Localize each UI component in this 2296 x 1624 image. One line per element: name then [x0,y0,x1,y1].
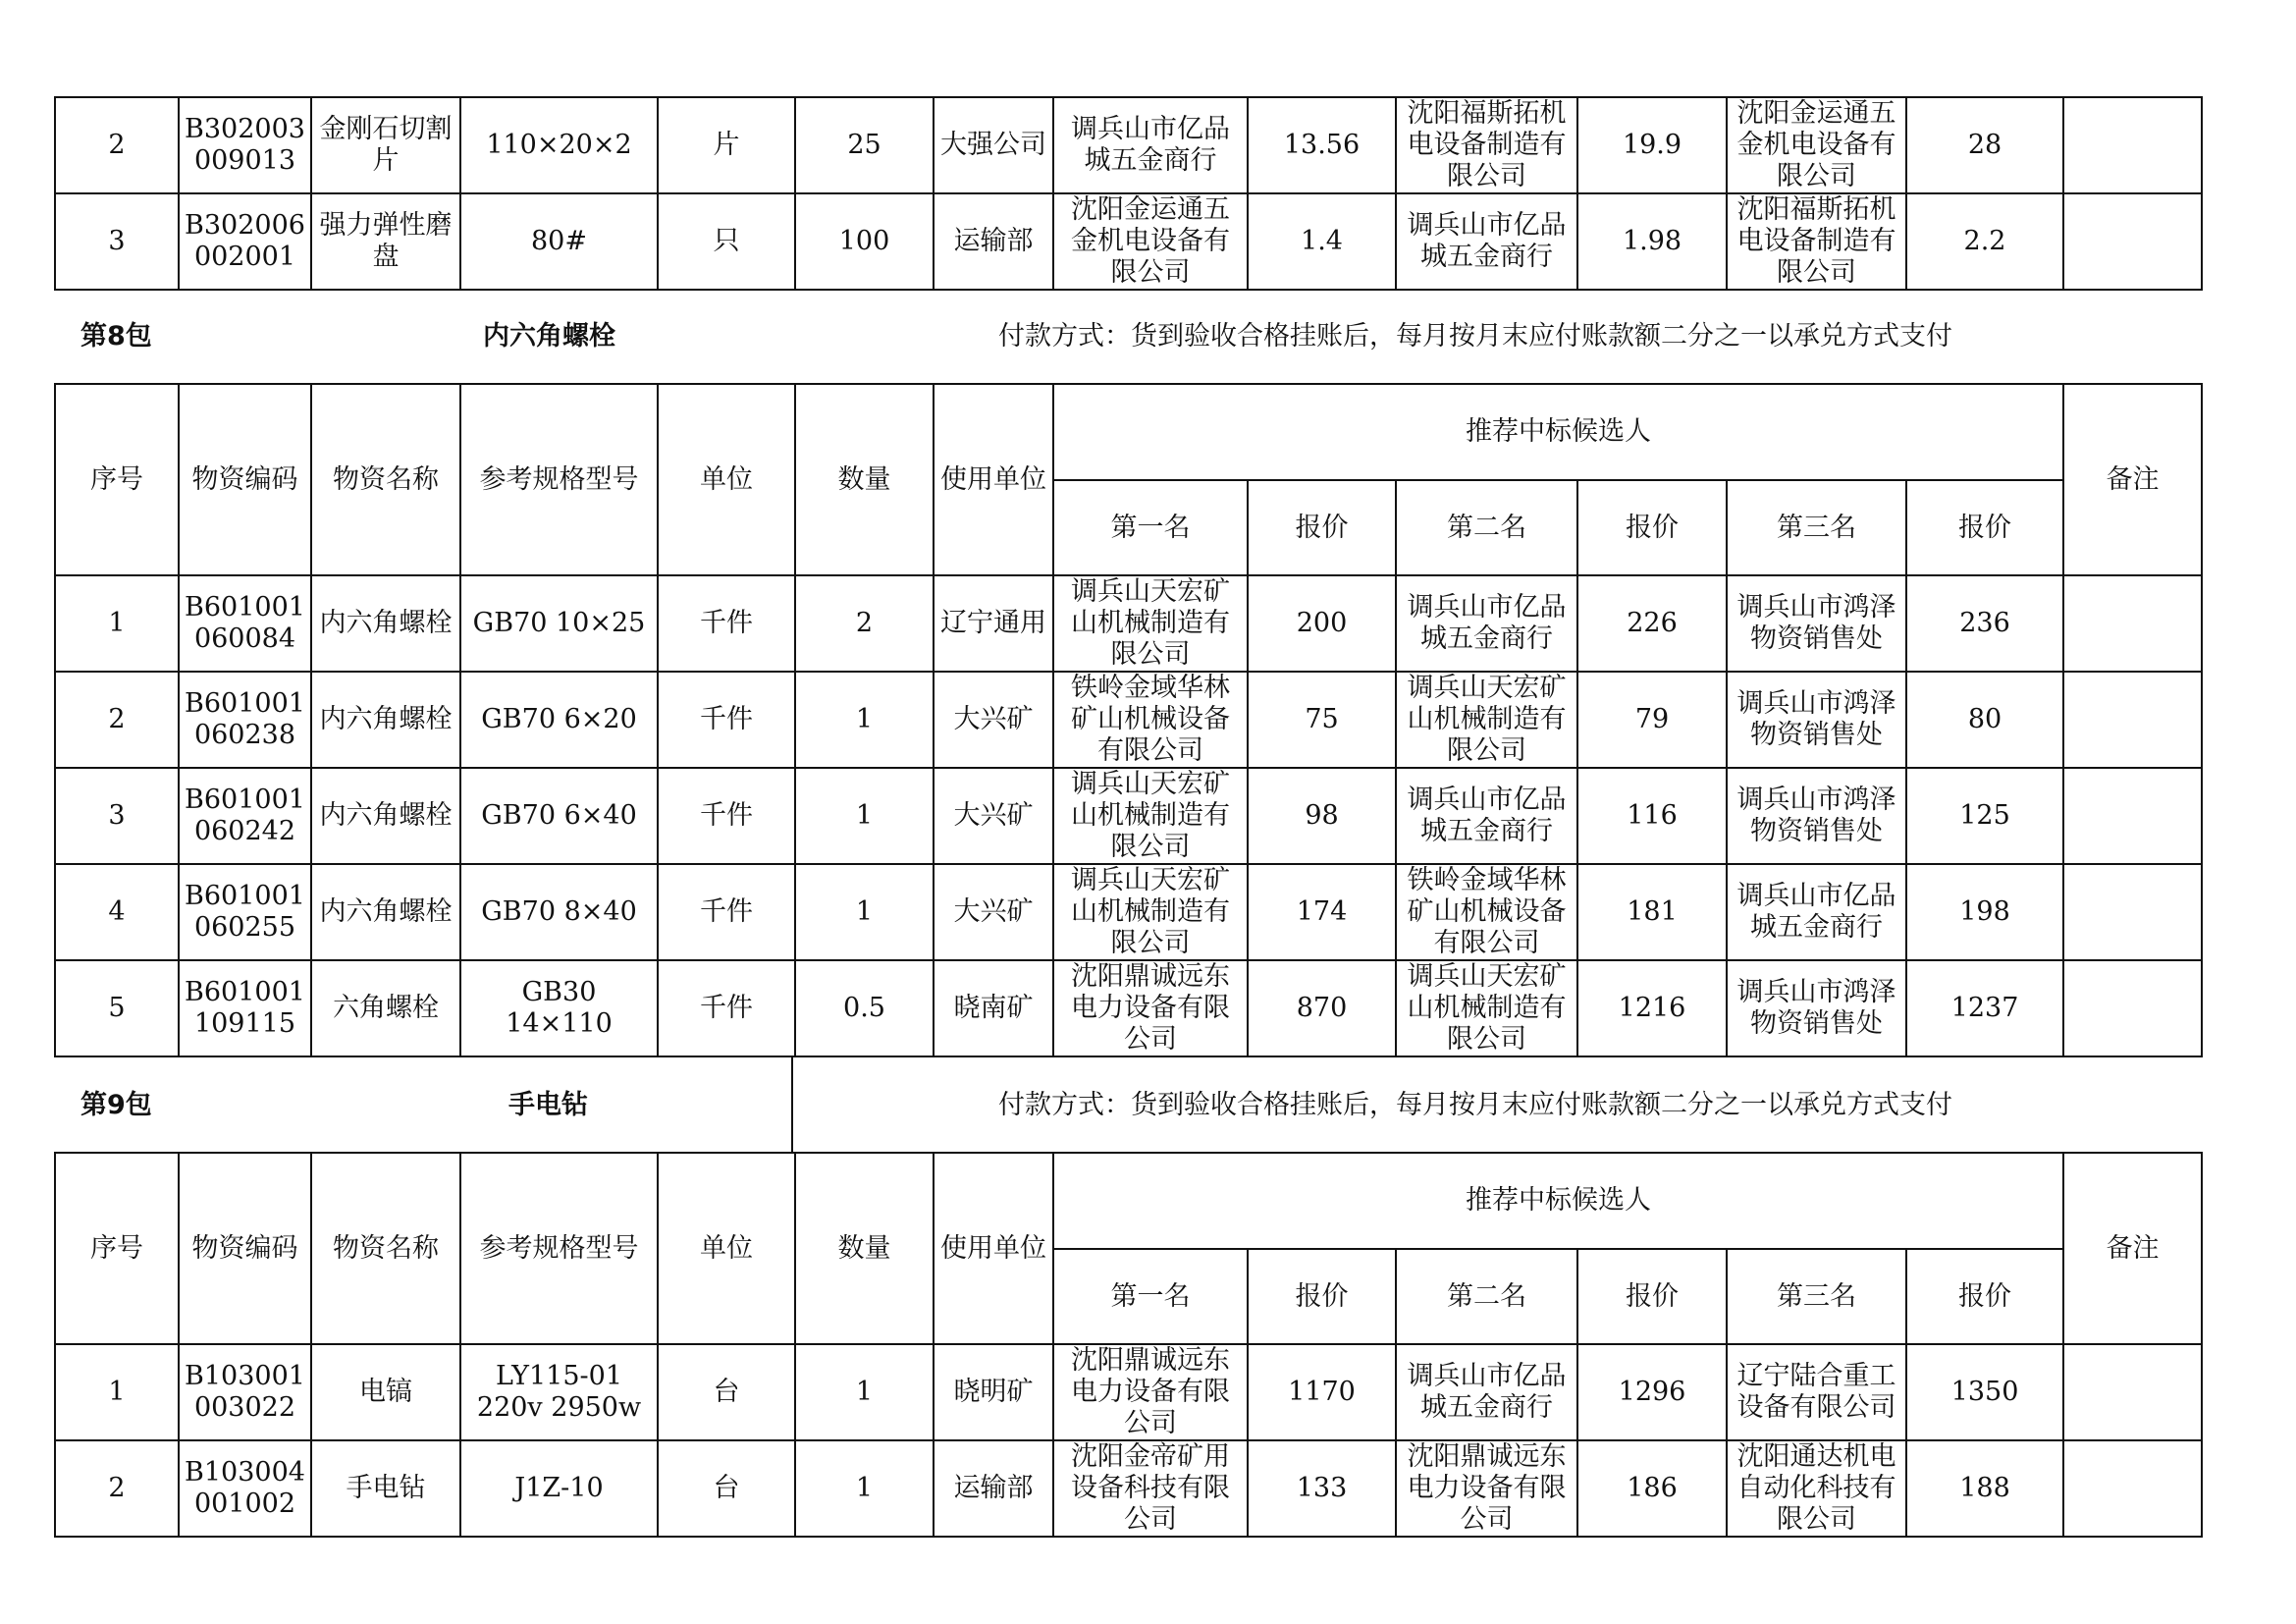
row-spec: 110×20×2 [460,97,658,193]
row-qty: 1 [795,672,934,768]
row-name: 内六角螺栓 [311,864,460,960]
row-name: 内六角螺栓 [311,768,460,864]
row-qty: 25 [795,97,934,193]
row-name: 手电钻 [311,1440,460,1537]
row-qty: 1 [795,1440,934,1537]
row-user: 大兴矿 [934,768,1053,864]
row-second-candidate: 调兵山天宏矿山机械制造有限公司 [1396,672,1577,768]
col-user: 使用单位 [934,384,1053,575]
row-unit: 千件 [658,960,795,1056]
row-first-price: 174 [1248,864,1396,960]
col-price-3: 报价 [1906,1249,2063,1344]
row-user: 运输部 [934,1440,1053,1537]
col-price-2: 报价 [1577,480,1727,575]
col-spec: 参考规格型号 [460,384,658,575]
table-row [55,97,2202,193]
row-third-price: 198 [1906,864,2063,960]
row-third-price: 28 [1906,97,2063,193]
row-spec: 80# [460,193,658,290]
row-first-candidate: 调兵山天宏矿山机械制造有限公司 [1053,575,1248,672]
row-third-price: 80 [1906,672,2063,768]
row-second-price: 1.98 [1577,193,1727,290]
row-name: 六角螺栓 [311,960,460,1056]
row-unit: 片 [658,97,795,193]
row-third-candidate: 沈阳福斯拓机电设备制造有限公司 [1727,193,1906,290]
row-second-price: 116 [1577,768,1727,864]
package-9-label: 第9包 [80,1090,152,1120]
col-name: 物资名称 [311,1153,460,1344]
row-second-price: 181 [1577,864,1727,960]
row-unit: 台 [658,1440,795,1537]
row-third-candidate: 沈阳通达机电自动化科技有限公司 [1727,1440,1906,1537]
row-seq: 2 [55,672,179,768]
row-seq: 3 [55,193,179,290]
col-qty: 数量 [795,1153,934,1344]
table-row [55,1344,2202,1440]
row-code: B103001003022 [179,1344,311,1440]
col-price-3: 报价 [1906,480,2063,575]
row-qty: 0.5 [795,960,934,1056]
row-unit: 千件 [658,575,795,672]
row-remark [2063,97,2202,193]
row-remark [2063,575,2202,672]
row-third-price: 1237 [1906,960,2063,1056]
row-third-price: 236 [1906,575,2063,672]
table-row [55,672,2202,768]
col-remark: 备注 [2063,1153,2202,1344]
row-second-candidate: 铁岭金域华林矿山机械设备有限公司 [1396,864,1577,960]
package-8-payment: 付款方式：货到验收合格挂账后，每月按月末应付账款额二分之一以承兑方式支付 [998,321,1952,352]
row-third-candidate: 沈阳金运通五金机电设备有限公司 [1727,97,1906,193]
row-remark [2063,864,2202,960]
row-first-candidate: 沈阳金运通五金机电设备有限公司 [1053,193,1248,290]
col-price-1: 报价 [1248,1249,1396,1344]
package-9-title: 手电钻 [508,1090,588,1120]
col-code: 物资编码 [179,1153,311,1344]
row-second-price: 79 [1577,672,1727,768]
row-seq: 3 [55,768,179,864]
row-first-candidate: 铁岭金域华林矿山机械设备有限公司 [1053,672,1248,768]
row-second-candidate: 调兵山市亿品城五金商行 [1396,1344,1577,1440]
row-second-price: 226 [1577,575,1727,672]
row-second-price: 19.9 [1577,97,1727,193]
col-candidates: 推荐中标候选人 [1053,384,2063,480]
table-row [55,575,2202,672]
row-spec: GB70 6×20 [460,672,658,768]
table-row [55,864,2202,960]
row-remark [2063,672,2202,768]
row-first-price: 870 [1248,960,1396,1056]
row-first-price: 98 [1248,768,1396,864]
row-seq: 4 [55,864,179,960]
col-code: 物资编码 [179,384,311,575]
divider [791,1057,793,1153]
col-spec: 参考规格型号 [460,1153,658,1344]
col-third: 第三名 [1727,1249,1906,1344]
row-second-candidate: 调兵山市亿品城五金商行 [1396,768,1577,864]
row-first-candidate: 调兵山天宏矿山机械制造有限公司 [1053,864,1248,960]
row-seq: 2 [55,1440,179,1537]
row-third-price: 1350 [1906,1344,2063,1440]
col-first: 第一名 [1053,1249,1248,1344]
col-qty: 数量 [795,384,934,575]
row-third-candidate: 调兵山市鸿泽物资销售处 [1727,672,1906,768]
row-third-candidate: 辽宁陆合重工设备有限公司 [1727,1344,1906,1440]
table-row [55,768,2202,864]
col-price-2: 报价 [1577,1249,1727,1344]
row-third-candidate: 调兵山市鸿泽物资销售处 [1727,575,1906,672]
top-table [54,96,2203,291]
row-qty: 100 [795,193,934,290]
row-unit: 千件 [658,864,795,960]
row-first-price: 200 [1248,575,1396,672]
row-remark [2063,768,2202,864]
row-spec: LY115-01 220v 2950w [460,1344,658,1440]
row-code: B601001109115 [179,960,311,1056]
row-unit: 台 [658,1344,795,1440]
row-user: 晓明矿 [934,1344,1053,1440]
col-candidates: 推荐中标候选人 [1053,1153,2063,1249]
row-second-price: 1216 [1577,960,1727,1056]
table-row [55,193,2202,290]
row-third-price: 2.2 [1906,193,2063,290]
row-unit: 千件 [658,768,795,864]
row-first-candidate: 沈阳鼎诚远东电力设备有限公司 [1053,1344,1248,1440]
row-first-candidate: 沈阳金帝矿用设备科技有限公司 [1053,1440,1248,1537]
row-qty: 1 [795,1344,934,1440]
row-seq: 1 [55,1344,179,1440]
col-user: 使用单位 [934,1153,1053,1344]
col-unit: 单位 [658,384,795,575]
table-row [55,960,2202,1056]
row-code: B601001060242 [179,768,311,864]
row-name: 电镐 [311,1344,460,1440]
row-code: B302006002001 [179,193,311,290]
col-seq: 序号 [55,384,179,575]
row-code: B601001060255 [179,864,311,960]
row-spec: GB70 10×25 [460,575,658,672]
row-seq: 1 [55,575,179,672]
col-seq: 序号 [55,1153,179,1344]
row-spec: GB30 14×110 [460,960,658,1056]
row-remark [2063,960,2202,1056]
row-remark [2063,1440,2202,1537]
row-first-candidate: 沈阳鼎诚远东电力设备有限公司 [1053,960,1248,1056]
row-user: 大兴矿 [934,864,1053,960]
row-second-price: 186 [1577,1440,1727,1537]
row-remark [2063,1344,2202,1440]
col-third: 第三名 [1727,480,1906,575]
row-second-candidate: 调兵山天宏矿山机械制造有限公司 [1396,960,1577,1056]
row-third-candidate: 调兵山市鸿泽物资销售处 [1727,768,1906,864]
row-third-candidate: 调兵山市鸿泽物资销售处 [1727,960,1906,1056]
row-name: 强力弹性磨盘 [311,193,460,290]
row-qty: 1 [795,768,934,864]
row-user: 辽宁通用 [934,575,1053,672]
row-code: B103004001002 [179,1440,311,1537]
row-seq: 5 [55,960,179,1056]
row-third-price: 125 [1906,768,2063,864]
col-unit: 单位 [658,1153,795,1344]
package-9-payment: 付款方式：货到验收合格挂账后，每月按月末应付账款额二分之一以承兑方式支付 [998,1090,1952,1120]
row-code: B601001060238 [179,672,311,768]
row-second-candidate: 沈阳福斯拓机电设备制造有限公司 [1396,97,1577,193]
row-spec: GB70 6×40 [460,768,658,864]
row-second-price: 1296 [1577,1344,1727,1440]
package-8-label: 第8包 [80,321,152,352]
row-second-candidate: 调兵山市亿品城五金商行 [1396,193,1577,290]
row-first-price: 133 [1248,1440,1396,1537]
row-user: 晓南矿 [934,960,1053,1056]
row-first-price: 1.4 [1248,193,1396,290]
row-first-price: 13.56 [1248,97,1396,193]
row-spec: J1Z-10 [460,1440,658,1537]
row-user: 大兴矿 [934,672,1053,768]
row-unit: 只 [658,193,795,290]
package-8-title: 内六角螺栓 [483,321,615,352]
col-name: 物资名称 [311,384,460,575]
row-second-candidate: 沈阳鼎诚远东电力设备有限公司 [1396,1440,1577,1537]
row-code: B601001060084 [179,575,311,672]
row-qty: 1 [795,864,934,960]
col-remark: 备注 [2063,384,2202,575]
package-8-table [54,383,2203,1057]
col-first: 第一名 [1053,480,1248,575]
row-first-price: 1170 [1248,1344,1396,1440]
row-name: 内六角螺栓 [311,672,460,768]
table-row [55,1440,2202,1537]
row-code: B302003009013 [179,97,311,193]
col-second: 第二名 [1396,1249,1577,1344]
row-unit: 千件 [658,672,795,768]
package-9-table [54,1152,2203,1538]
col-price-1: 报价 [1248,480,1396,575]
row-first-candidate: 调兵山天宏矿山机械制造有限公司 [1053,768,1248,864]
row-user: 大强公司 [934,97,1053,193]
row-name: 金刚石切割片 [311,97,460,193]
row-third-candidate: 调兵山市亿品城五金商行 [1727,864,1906,960]
row-user: 运输部 [934,193,1053,290]
row-spec: GB70 8×40 [460,864,658,960]
row-first-candidate: 调兵山市亿品城五金商行 [1053,97,1248,193]
col-second: 第二名 [1396,480,1577,575]
row-first-price: 75 [1248,672,1396,768]
row-third-price: 188 [1906,1440,2063,1537]
row-seq: 2 [55,97,179,193]
row-remark [2063,193,2202,290]
row-second-candidate: 调兵山市亿品城五金商行 [1396,575,1577,672]
row-name: 内六角螺栓 [311,575,460,672]
row-qty: 2 [795,575,934,672]
